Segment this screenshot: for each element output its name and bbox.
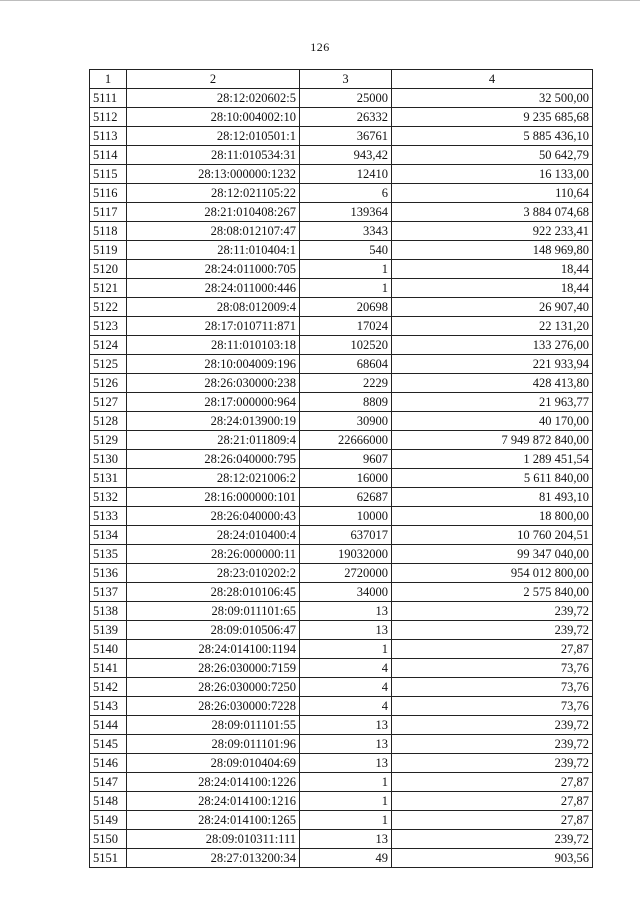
cadastral-number-cell: 28:09:011101:96 (127, 735, 300, 754)
table-row (90, 355, 593, 374)
row-number-cell: 5130 (90, 450, 127, 469)
row-number-cell: 5114 (90, 146, 127, 165)
area-cell: 13 (300, 716, 392, 735)
area-cell: 13 (300, 621, 392, 640)
area-cell: 12410 (300, 165, 392, 184)
table-row (90, 203, 593, 222)
cadastral-number-cell: 28:26:030000:7159 (127, 659, 300, 678)
row-number-cell: 5117 (90, 203, 127, 222)
table-row (90, 507, 593, 526)
table-row (90, 488, 593, 507)
value-cell: 27,87 (392, 640, 593, 659)
table-row (90, 678, 593, 697)
table-row (90, 754, 593, 773)
cadastral-number-cell: 28:21:011809:4 (127, 431, 300, 450)
row-number-cell: 5134 (90, 526, 127, 545)
area-cell: 4 (300, 678, 392, 697)
area-cell: 34000 (300, 583, 392, 602)
cadastral-number-cell: 28:24:011000:446 (127, 279, 300, 298)
table-row (90, 260, 593, 279)
cadastral-number-cell: 28:24:010400:4 (127, 526, 300, 545)
cadastral-number-cell: 28:24:014100:1216 (127, 792, 300, 811)
table-row (90, 165, 593, 184)
area-cell: 9607 (300, 450, 392, 469)
row-number-cell: 5123 (90, 317, 127, 336)
value-cell: 73,76 (392, 678, 593, 697)
row-number-cell: 5150 (90, 830, 127, 849)
cadastral-number-cell: 28:09:011101:55 (127, 716, 300, 735)
area-cell: 10000 (300, 507, 392, 526)
value-cell: 27,87 (392, 792, 593, 811)
value-cell: 27,87 (392, 773, 593, 792)
value-cell: 18,44 (392, 279, 593, 298)
table-row (90, 849, 593, 868)
area-cell: 540 (300, 241, 392, 260)
table-row (90, 298, 593, 317)
cadastral-number-cell: 28:12:021105:22 (127, 184, 300, 203)
cadastral-number-cell: 28:26:040000:43 (127, 507, 300, 526)
row-number-cell: 5145 (90, 735, 127, 754)
cadastral-number-cell: 28:26:030000:7250 (127, 678, 300, 697)
table-row (90, 602, 593, 621)
value-cell: 10 760 204,51 (392, 526, 593, 545)
table-row (90, 374, 593, 393)
area-cell: 20698 (300, 298, 392, 317)
cadastral-number-cell: 28:27:013200:34 (127, 849, 300, 868)
value-cell: 3 884 074,68 (392, 203, 593, 222)
row-number-cell: 5136 (90, 564, 127, 583)
cadastral-number-cell: 28:24:014100:1194 (127, 640, 300, 659)
table-row (90, 697, 593, 716)
cadastral-number-cell: 28:26:030000:238 (127, 374, 300, 393)
row-number-cell: 5127 (90, 393, 127, 412)
table-row (90, 659, 593, 678)
table-row (90, 773, 593, 792)
area-cell: 139364 (300, 203, 392, 222)
row-number-cell: 5112 (90, 108, 127, 127)
table-body (90, 89, 593, 868)
table-row (90, 108, 593, 127)
row-number-cell: 5120 (90, 260, 127, 279)
row-number-cell: 5124 (90, 336, 127, 355)
value-cell: 22 131,20 (392, 317, 593, 336)
row-number-cell: 5143 (90, 697, 127, 716)
row-number-cell: 5141 (90, 659, 127, 678)
area-cell: 6 (300, 184, 392, 203)
table-row (90, 89, 593, 108)
cadastral-table (89, 69, 593, 868)
value-cell: 73,76 (392, 697, 593, 716)
row-number-cell: 5131 (90, 469, 127, 488)
cadastral-number-cell: 28:08:012107:47 (127, 222, 300, 241)
table-row (90, 564, 593, 583)
row-number-cell: 5146 (90, 754, 127, 773)
value-cell: 1 289 451,54 (392, 450, 593, 469)
row-number-cell: 5128 (90, 412, 127, 431)
cadastral-number-cell: 28:16:000000:101 (127, 488, 300, 507)
value-cell: 239,72 (392, 621, 593, 640)
area-cell: 13 (300, 735, 392, 754)
area-cell: 3343 (300, 222, 392, 241)
cadastral-number-cell: 28:21:010408:267 (127, 203, 300, 222)
area-cell: 4 (300, 659, 392, 678)
row-number-cell: 5144 (90, 716, 127, 735)
value-cell: 148 969,80 (392, 241, 593, 260)
area-cell: 1 (300, 811, 392, 830)
cadastral-number-cell: 28:11:010404:1 (127, 241, 300, 260)
cadastral-number-cell: 28:09:010311:111 (127, 830, 300, 849)
area-cell: 26332 (300, 108, 392, 127)
area-cell: 22666000 (300, 431, 392, 450)
value-cell: 903,56 (392, 849, 593, 868)
cadastral-number-cell: 28:11:010103:18 (127, 336, 300, 355)
value-cell: 81 493,10 (392, 488, 593, 507)
column-header: 4 (392, 70, 593, 89)
table-row (90, 184, 593, 203)
table-row (90, 621, 593, 640)
cadastral-number-cell: 28:26:030000:7228 (127, 697, 300, 716)
row-number-cell: 5133 (90, 507, 127, 526)
cadastral-number-cell: 28:24:013900:19 (127, 412, 300, 431)
cadastral-number-cell: 28:11:010534:31 (127, 146, 300, 165)
table-row (90, 640, 593, 659)
table-row (90, 830, 593, 849)
value-cell: 239,72 (392, 735, 593, 754)
area-cell: 68604 (300, 355, 392, 374)
area-cell: 19032000 (300, 545, 392, 564)
value-cell: 27,87 (392, 811, 593, 830)
table-row (90, 583, 593, 602)
row-number-cell: 5140 (90, 640, 127, 659)
table-row (90, 317, 593, 336)
table-row (90, 526, 593, 545)
area-cell: 16000 (300, 469, 392, 488)
area-cell: 62687 (300, 488, 392, 507)
row-number-cell: 5111 (90, 89, 127, 108)
page-number: 126 (310, 40, 330, 54)
value-cell: 110,64 (392, 184, 593, 203)
cadastral-number-cell: 28:09:010506:47 (127, 621, 300, 640)
value-cell: 428 413,80 (392, 374, 593, 393)
row-number-cell: 5115 (90, 165, 127, 184)
table-row (90, 146, 593, 165)
row-number-cell: 5147 (90, 773, 127, 792)
value-cell: 32 500,00 (392, 89, 593, 108)
table-row (90, 279, 593, 298)
row-number-cell: 5148 (90, 792, 127, 811)
column-header: 1 (90, 70, 127, 89)
table-row (90, 412, 593, 431)
value-cell: 2 575 840,00 (392, 583, 593, 602)
area-cell: 30900 (300, 412, 392, 431)
value-cell: 99 347 040,00 (392, 545, 593, 564)
value-cell: 16 133,00 (392, 165, 593, 184)
row-number-cell: 5116 (90, 184, 127, 203)
area-cell: 25000 (300, 89, 392, 108)
table-row (90, 127, 593, 146)
table-row (90, 450, 593, 469)
value-cell: 954 012 800,00 (392, 564, 593, 583)
cadastral-number-cell: 28:12:021006:2 (127, 469, 300, 488)
table-row (90, 336, 593, 355)
table-row (90, 222, 593, 241)
row-number-cell: 5142 (90, 678, 127, 697)
value-cell: 239,72 (392, 754, 593, 773)
area-cell: 1 (300, 640, 392, 659)
row-number-cell: 5132 (90, 488, 127, 507)
area-cell: 102520 (300, 336, 392, 355)
value-cell: 50 642,79 (392, 146, 593, 165)
table-row (90, 811, 593, 830)
value-cell: 26 907,40 (392, 298, 593, 317)
value-cell: 922 233,41 (392, 222, 593, 241)
row-number-cell: 5138 (90, 602, 127, 621)
value-cell: 9 235 685,68 (392, 108, 593, 127)
row-number-cell: 5151 (90, 849, 127, 868)
cadastral-number-cell: 28:10:004009:196 (127, 355, 300, 374)
value-cell: 7 949 872 840,00 (392, 431, 593, 450)
area-cell: 637017 (300, 526, 392, 545)
value-cell: 133 276,00 (392, 336, 593, 355)
cadastral-number-cell: 28:26:000000:11 (127, 545, 300, 564)
cadastral-number-cell: 28:24:014100:1265 (127, 811, 300, 830)
cadastral-number-cell: 28:17:010711:871 (127, 317, 300, 336)
row-number-cell: 5139 (90, 621, 127, 640)
area-cell: 4 (300, 697, 392, 716)
area-cell: 1 (300, 773, 392, 792)
area-cell: 1 (300, 279, 392, 298)
row-number-cell: 5135 (90, 545, 127, 564)
table-row (90, 716, 593, 735)
table-row (90, 431, 593, 450)
cadastral-number-cell: 28:13:000000:1232 (127, 165, 300, 184)
cadastral-number-cell: 28:08:012009:4 (127, 298, 300, 317)
row-number-cell: 5119 (90, 241, 127, 260)
value-cell: 239,72 (392, 830, 593, 849)
value-cell: 21 963,77 (392, 393, 593, 412)
table-row (90, 469, 593, 488)
area-cell: 2229 (300, 374, 392, 393)
row-number-cell: 5121 (90, 279, 127, 298)
cadastral-number-cell: 28:17:000000:964 (127, 393, 300, 412)
row-number-cell: 5126 (90, 374, 127, 393)
value-cell: 5 885 436,10 (392, 127, 593, 146)
row-number-cell: 5122 (90, 298, 127, 317)
area-cell: 2720000 (300, 564, 392, 583)
column-header: 3 (300, 70, 392, 89)
value-cell: 221 933,94 (392, 355, 593, 374)
value-cell: 40 170,00 (392, 412, 593, 431)
area-cell: 49 (300, 849, 392, 868)
value-cell: 73,76 (392, 659, 593, 678)
area-cell: 943,42 (300, 146, 392, 165)
cadastral-number-cell: 28:12:010501:1 (127, 127, 300, 146)
row-number-cell: 5129 (90, 431, 127, 450)
cadastral-number-cell: 28:23:010202:2 (127, 564, 300, 583)
cadastral-number-cell: 28:26:040000:795 (127, 450, 300, 469)
cadastral-number-cell: 28:28:010106:45 (127, 583, 300, 602)
value-cell: 5 611 840,00 (392, 469, 593, 488)
table-header-row (90, 70, 593, 89)
table-row (90, 241, 593, 260)
cadastral-number-cell: 28:09:010404:69 (127, 754, 300, 773)
area-cell: 36761 (300, 127, 392, 146)
row-number-cell: 5118 (90, 222, 127, 241)
area-cell: 13 (300, 602, 392, 621)
value-cell: 18,44 (392, 260, 593, 279)
table-row (90, 545, 593, 564)
area-cell: 17024 (300, 317, 392, 336)
cadastral-number-cell: 28:24:014100:1226 (127, 773, 300, 792)
area-cell: 1 (300, 792, 392, 811)
column-header: 2 (127, 70, 300, 89)
row-number-cell: 5125 (90, 355, 127, 374)
value-cell: 239,72 (392, 716, 593, 735)
cadastral-number-cell: 28:09:011101:65 (127, 602, 300, 621)
page-top-edge (0, 0, 640, 1)
area-cell: 13 (300, 830, 392, 849)
cadastral-number-cell: 28:24:011000:705 (127, 260, 300, 279)
cadastral-number-cell: 28:10:004002:10 (127, 108, 300, 127)
area-cell: 13 (300, 754, 392, 773)
value-cell: 239,72 (392, 602, 593, 621)
table-row (90, 735, 593, 754)
cadastral-number-cell: 28:12:020602:5 (127, 89, 300, 108)
row-number-cell: 5149 (90, 811, 127, 830)
row-number-cell: 5137 (90, 583, 127, 602)
area-cell: 1 (300, 260, 392, 279)
row-number-cell: 5113 (90, 127, 127, 146)
value-cell: 18 800,00 (392, 507, 593, 526)
table-row (90, 792, 593, 811)
table-row (90, 393, 593, 412)
area-cell: 8809 (300, 393, 392, 412)
